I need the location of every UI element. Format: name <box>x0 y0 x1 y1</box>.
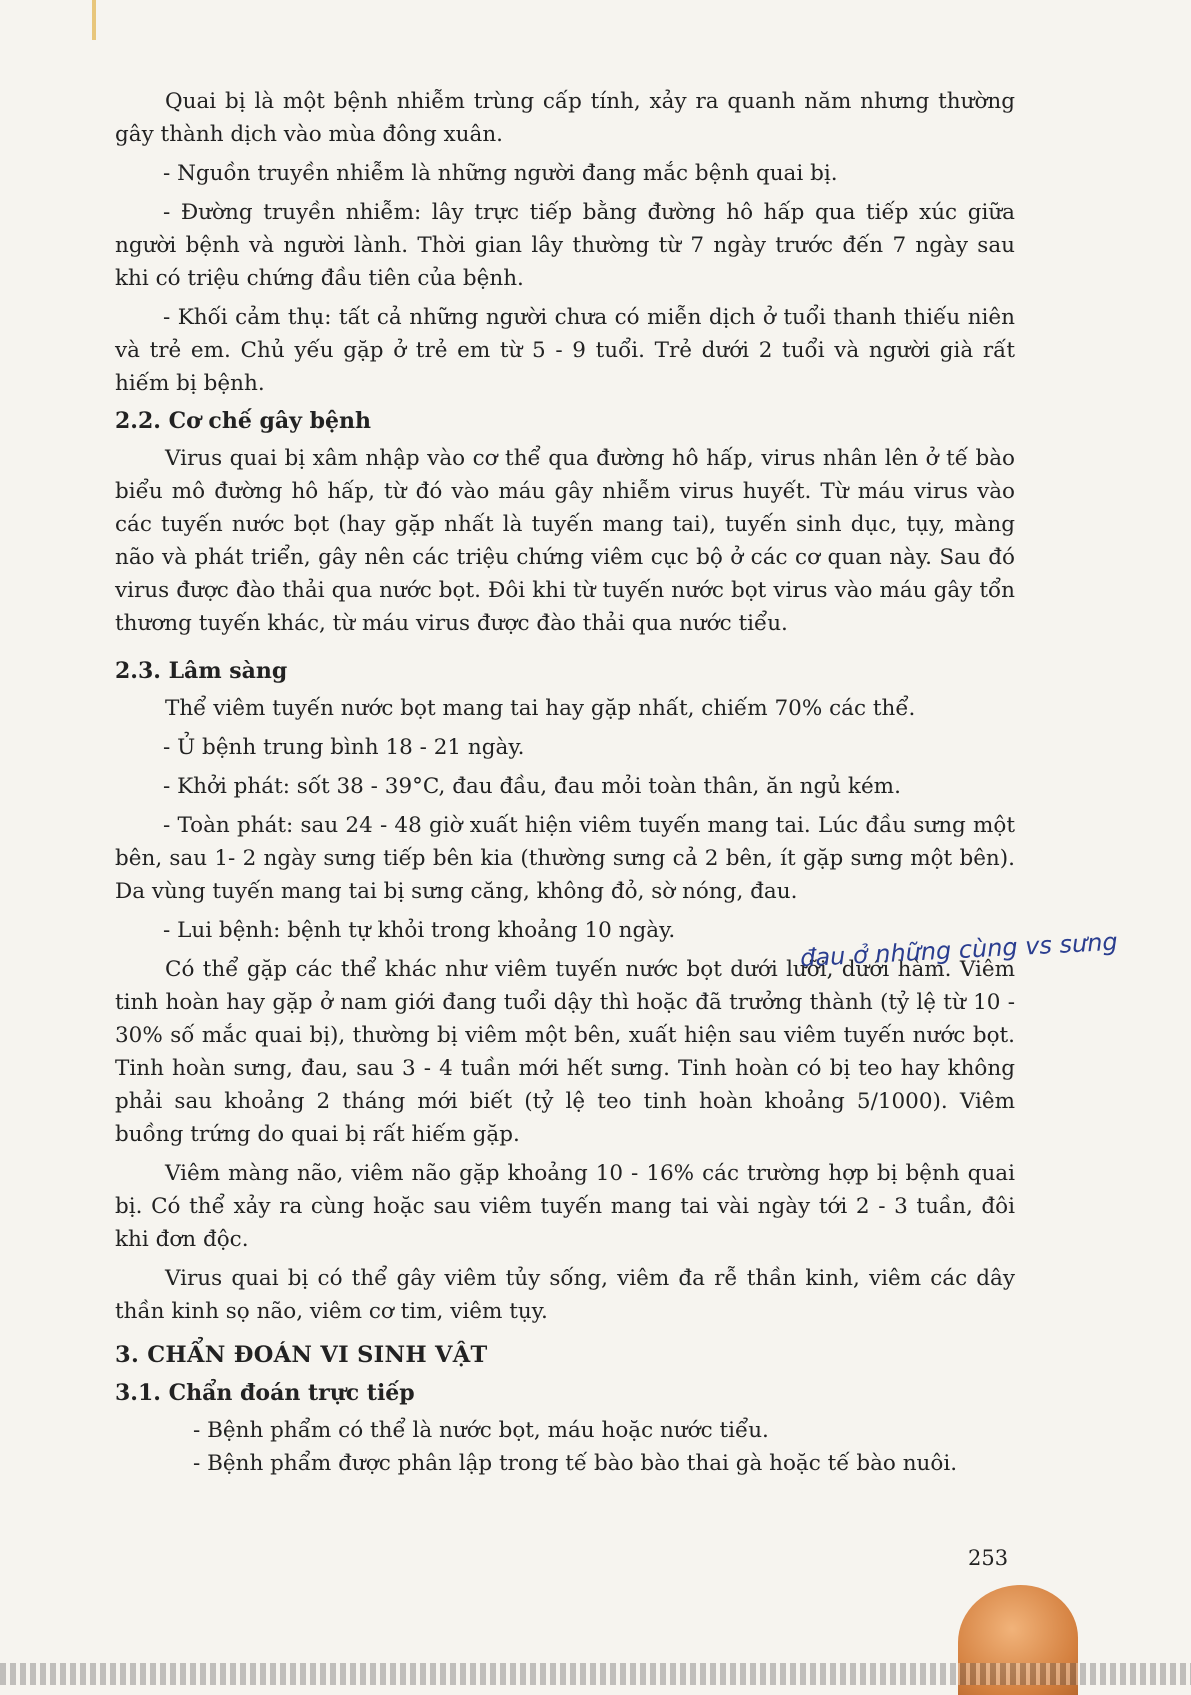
page-number: 253 <box>968 1546 1009 1570</box>
scan-bottom-strip <box>0 1663 1191 1685</box>
paragraph-full-stage: - Toàn phát: sau 24 - 48 giờ xuất hiện viêm tuyến mang tai. Lúc đầu sưng một bên, sau 1- 2 ngày sưng tiếp bên kia (thường sưng cả 2 bên, ít gặp sưng một bên). Da vùng tuyến mang tai bị sưng căng, không đỏ, sờ nóng, đau. <box>115 813 1015 904</box>
paragraph-meningitis: Viêm màng não, viêm não gặp khoảng 10 - 16% các trường hợp bị bệnh quai bị. Có thể xảy ra cùng hoặc sau viêm tuyến mang tai vài ngày tới 2 - 3 tuần, đôi khi đơn độc. <box>115 1161 1015 1252</box>
paragraph-clinical-intro: Thể viêm tuyến nước bọt mang tai hay gặp nhất, chiếm 70% các thể. <box>165 696 916 721</box>
paragraph-susceptible: - Khối cảm thụ: tất cả những người chưa có miễn dịch ở tuổi thanh thiếu niên và trẻ em. Chủ yếu gặp ở trẻ em từ 5 - 9 tuổi. Trẻ dưới 2 tuổi và người già rất hiếm bị bệnh. <box>115 305 1015 396</box>
heading-clinical: 2.3. Lâm sàng <box>115 658 288 684</box>
paragraph-incubation: - Ủ bệnh trung bình 18 - 21 ngày. <box>163 735 525 760</box>
handwritten-note: đau ở những cùng vs sưng <box>799 927 1119 973</box>
paragraph-transmission: - Đường truyền nhiễm: lây trực tiếp bằng đường hô hấp qua tiếp xúc giữa người bệnh và người lành. Thời gian lây thường từ 7 ngày trước đến 7 ngày sau khi có triệu chứng đầu tiên của bệnh. <box>115 200 1015 291</box>
paragraph-isolation: - Bệnh phẩm được phân lập trong tế bào bào thai gà hoặc tế bào nuôi. <box>193 1451 958 1476</box>
paragraph-pathogenesis: Virus quai bị xâm nhập vào cơ thể qua đường hô hấp, virus nhân lên ở tế bào biểu mô đường hô hấp, từ đó vào máu gây nhiễm virus huyết. Từ máu virus vào các tuyến nước bọt (hay gặp nhất là tuyến mang tai), tuyến sinh dục, tụy, màng não và phát triển, gây nên các triệu chứng viêm cục bộ ở các cơ quan này. Sau đó virus được đào thải qua nước bọt. Đôi khi từ tuyến nước bọt virus vào máu gây tổn thương tuyến khác, từ máu virus được đào thải qua nước tiểu. <box>115 446 1015 636</box>
paragraph-source: - Nguồn truyền nhiễm là những người đang mắc bệnh quai bị. <box>163 161 838 186</box>
page-edge-mark <box>92 0 96 40</box>
heading-direct-diagnosis: 3.1. Chẩn đoán trực tiếp <box>115 1380 415 1406</box>
paragraph-other-forms: Có thể gặp các thể khác như viêm tuyến nước bọt dưới lưỡi, dưới hàm. Viêm tinh hoàn hay gặp ở nam giới đang tuổi dậy thì hoặc đã trưởng thành (tỷ lệ từ 10 - 30% số mắc quai bị), thường bị viêm một bên, xuất hiện sau viêm tuyến nước bọt. Tinh hoàn sưng, đau, sau 3 - 4 tuần mới hết sưng. Tinh hoàn có bị teo hay không phải sau khoảng 2 tháng mới biết (tỷ lệ teo tinh hoàn khoảng 5/1000). Viêm buồng trứng do quai bị rất hiếm gặp. <box>115 957 1015 1147</box>
paragraph-recovery: - Lui bệnh: bệnh tự khỏi trong khoảng 10 ngày. <box>163 918 676 943</box>
paragraph-onset: - Khởi phát: sốt 38 - 39°C, đau đầu, đau mỏi toàn thân, ăn ngủ kém. <box>163 774 901 799</box>
page-content <box>115 85 1015 1480</box>
paragraph-other-complications: Virus quai bị có thể gây viêm tủy sống, viêm đa rễ thần kinh, viêm các dây thần kinh sọ não, viêm cơ tim, viêm tụy. <box>115 1266 1015 1324</box>
paragraph-overview: Quai bị là một bệnh nhiễm trùng cấp tính, xảy ra quanh năm nhưng thường gây thành dịch vào mùa đông xuân. <box>115 89 1015 147</box>
paragraph-specimen: - Bệnh phẩm có thể là nước bọt, máu hoặc nước tiểu. <box>193 1418 769 1443</box>
heading-pathogenesis: 2.2. Cơ chế gây bệnh <box>115 408 371 434</box>
heading-diagnosis: 3. CHẨN ĐOÁN VI SINH VẬT <box>115 1342 488 1368</box>
